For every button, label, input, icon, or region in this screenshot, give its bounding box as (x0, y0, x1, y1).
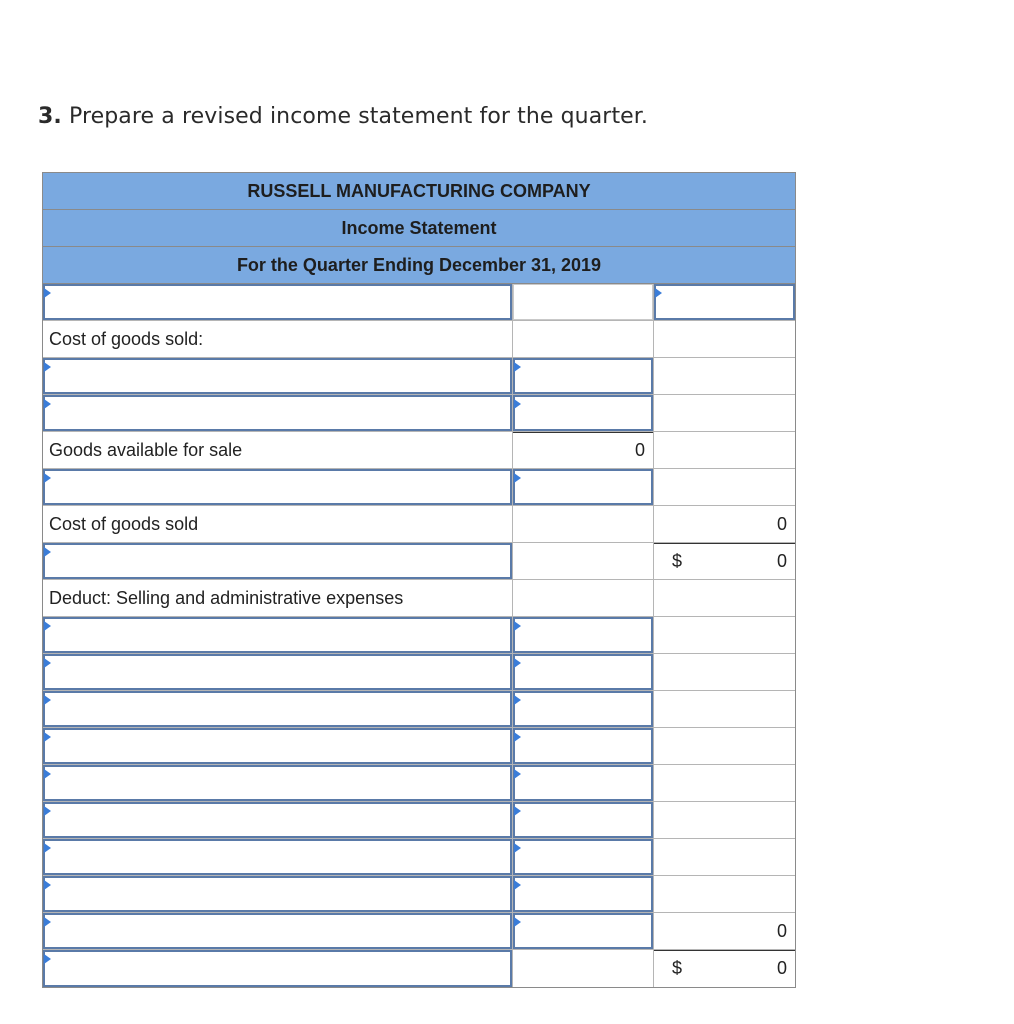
row-label: Cost of goods sold (43, 506, 513, 542)
table-row (43, 728, 795, 765)
amount-input[interactable] (513, 395, 654, 431)
statement-period: For the Quarter Ending December 31, 2019 (43, 247, 795, 284)
empty-cell (513, 321, 654, 357)
amount-input[interactable] (513, 802, 654, 838)
empty-cell (654, 321, 795, 357)
question-text: Prepare a revised income statement for the quarter. (68, 104, 649, 129)
net-operating-income-total (654, 950, 795, 987)
table-row (43, 617, 795, 654)
table-row (43, 358, 795, 395)
table-row (43, 395, 795, 432)
table-row (43, 950, 795, 987)
empty-cell (654, 469, 795, 505)
statement-title: Income Statement (43, 210, 795, 247)
empty-cell (654, 358, 795, 394)
line-item-select[interactable] (43, 839, 513, 875)
question-number: 3. (38, 104, 62, 129)
table-row (43, 469, 795, 506)
table-row (43, 654, 795, 691)
table-row (43, 506, 795, 543)
line-item-select[interactable] (43, 654, 513, 690)
amount-input[interactable] (513, 358, 654, 394)
line-item-select[interactable] (43, 617, 513, 653)
empty-cell (654, 839, 795, 875)
line-item-select[interactable] (43, 876, 513, 912)
empty-cell (654, 617, 795, 653)
empty-cell (513, 506, 654, 542)
line-item-select[interactable] (43, 765, 513, 801)
table-row (43, 691, 795, 728)
line-item-select[interactable] (43, 728, 513, 764)
row-label: Deduct: Selling and administrative expenses (43, 580, 513, 616)
total-value: 0 (776, 958, 787, 978)
empty-cell (654, 802, 795, 838)
table-row (43, 802, 795, 839)
amount-input[interactable] (513, 876, 654, 912)
amount-input[interactable] (513, 839, 654, 875)
total-value: 0 (776, 550, 787, 571)
amount-input[interactable] (513, 913, 654, 949)
line-item-select[interactable] (43, 950, 513, 987)
table-row (43, 284, 795, 321)
table-row (43, 432, 795, 469)
line-item-select[interactable] (43, 913, 513, 949)
table-row (43, 543, 795, 580)
dollar-sign: $ (672, 550, 683, 571)
computed-value: 0 (513, 432, 654, 468)
amount-input[interactable] (513, 617, 654, 653)
computed-total (654, 543, 795, 579)
income-statement-worksheet (42, 172, 796, 988)
empty-cell (654, 728, 795, 764)
amount-input[interactable] (513, 728, 654, 764)
amount-input[interactable] (513, 765, 654, 801)
empty-cell (654, 580, 795, 616)
empty-cell (654, 765, 795, 801)
empty-cell (654, 395, 795, 431)
row-label: Goods available for sale (43, 432, 513, 468)
table-row (43, 913, 795, 950)
empty-cell (654, 432, 795, 468)
table-row (43, 839, 795, 876)
table-row (43, 876, 795, 913)
amount-input[interactable] (654, 284, 795, 320)
line-item-select[interactable] (43, 358, 513, 394)
computed-value: 0 (776, 513, 787, 534)
empty-cell (654, 654, 795, 690)
empty-cell (513, 580, 654, 616)
amount-input[interactable] (513, 691, 654, 727)
table-row (43, 765, 795, 802)
table-row (43, 321, 795, 358)
line-item-select[interactable] (43, 284, 513, 320)
line-item-select[interactable] (43, 543, 513, 579)
amount-input[interactable] (513, 654, 654, 690)
company-name: RUSSELL MANUFACTURING COMPANY (43, 173, 795, 210)
table-row (43, 580, 795, 617)
empty-cell (513, 543, 654, 579)
line-item-select[interactable] (43, 469, 513, 505)
amount-input[interactable] (513, 284, 654, 320)
computed-value: 0 (776, 920, 787, 941)
dollar-sign: $ (672, 958, 683, 978)
line-item-select[interactable] (43, 691, 513, 727)
row-label: Cost of goods sold: (43, 321, 513, 357)
empty-cell (654, 691, 795, 727)
empty-cell (513, 950, 654, 987)
amount-input[interactable] (513, 469, 654, 505)
question-prompt (38, 104, 648, 129)
empty-cell (654, 876, 795, 912)
line-item-select[interactable] (43, 395, 513, 431)
line-item-select[interactable] (43, 802, 513, 838)
